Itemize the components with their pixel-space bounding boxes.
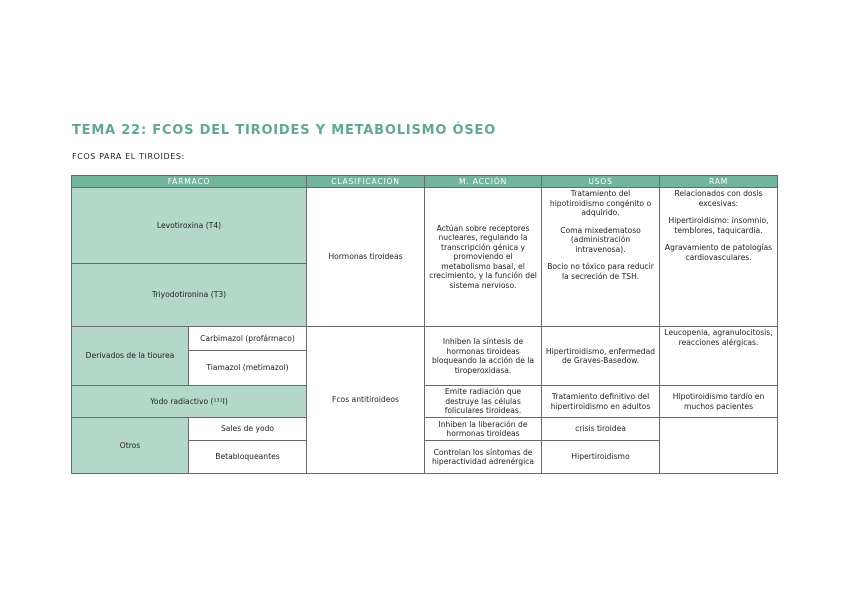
- cell-yodo-usos: Tratamiento definitivo del hipertiroidismo en adultos: [542, 386, 660, 418]
- ram-line-3: Agravamiento de patologías cardiovasculares.: [664, 243, 773, 262]
- cell-sales-accion: Inhiben la liberación de hormonas tiroideas: [425, 418, 542, 441]
- page-title: TEMA 22: FCOS DEL TIROIDES Y METABOLISMO ÓSEO: [72, 123, 497, 138]
- ram-line-1: Relacionados con dosis excesivas:: [674, 189, 763, 208]
- table-row: [72, 418, 778, 441]
- cell-beta: Betabloqueantes: [189, 441, 307, 474]
- table-row: [72, 327, 778, 351]
- table-row: [72, 386, 778, 418]
- header-accion: M. ACCIÓN: [425, 176, 542, 188]
- cell-yodo: Yodo radiactivo (¹³¹I): [72, 386, 307, 418]
- cell-derivados-accion: Inhiben la síntesis de hormonas tiroideas bloqueando la acción de la tiroperoxidasa.: [425, 327, 542, 386]
- cell-hormonas-clasificacion: Hormonas tiroideas: [307, 188, 425, 327]
- usos-line-3: Bocio no tóxico para reducir la secreción de TSH.: [547, 262, 654, 281]
- cell-tiamazol: Tiamazol (metimazol): [189, 351, 307, 386]
- cell-levotiroxina: Levotiroxina (T4): [72, 188, 307, 264]
- header-clasificacion: CLASIFICACIÓN: [307, 176, 425, 188]
- header-farmaco: FÁRMACO: [72, 176, 307, 188]
- cell-derivados-usos: Hipertiroidismo, enfermedad de Graves-Basedow.: [542, 327, 660, 386]
- cell-derivados: Derivados de la tiourea: [72, 327, 189, 386]
- usos-line-2: Coma mixedematoso (administración intravenosa).: [560, 225, 641, 254]
- cell-hormonas-ram: [660, 188, 778, 327]
- cell-sales: Sales de yodo: [189, 418, 307, 441]
- header-usos: USOS: [542, 176, 660, 188]
- section-subtitle: FCOS PARA EL TIROIDES:: [72, 152, 185, 161]
- cell-carbimazol: Carbimazol (profármaco): [189, 327, 307, 351]
- cell-derivados-ram: Leucopenia, agranulocitosis, reacciones alérgicas.: [660, 327, 778, 386]
- cell-sales-usos: crisis tiroidea: [542, 418, 660, 441]
- cell-otros: Otros: [72, 418, 189, 474]
- table-header-row: [72, 176, 778, 188]
- header-ram: RAM: [660, 176, 778, 188]
- cell-triyodotironina: Triyodotironina (T3): [72, 264, 307, 327]
- table-row: [72, 188, 778, 264]
- drug-table: [71, 175, 778, 474]
- cell-beta-usos: Hipertiroidismo: [542, 441, 660, 474]
- usos-line-1: Tratamiento del hipotiroidismo congénito o adquirido.: [549, 189, 652, 217]
- cell-antitiroideos-clasificacion: Fcos antitiroideos: [307, 327, 425, 474]
- ram-line-2: Hipertiroidismo: insomnio, temblores, taquicardia.: [668, 216, 769, 235]
- cell-yodo-ram: Hipotiroidismo tardío en muchos pacientes: [660, 386, 778, 418]
- cell-hormonas-accion: Actúan sobre receptores nucleares, regulando la transcripción génica y promoviendo el metabolismo basal, el crecimiento, y la función del sistema nervioso.: [425, 188, 542, 327]
- cell-yodo-accion: Emite radiación que destruye las células foliculares tiroideas.: [425, 386, 542, 418]
- cell-beta-accion: Controlan los síntomas de hiperactividad adrenérgica: [425, 441, 542, 474]
- cell-otros-ram: [660, 418, 778, 474]
- cell-hormonas-usos: [542, 188, 660, 327]
